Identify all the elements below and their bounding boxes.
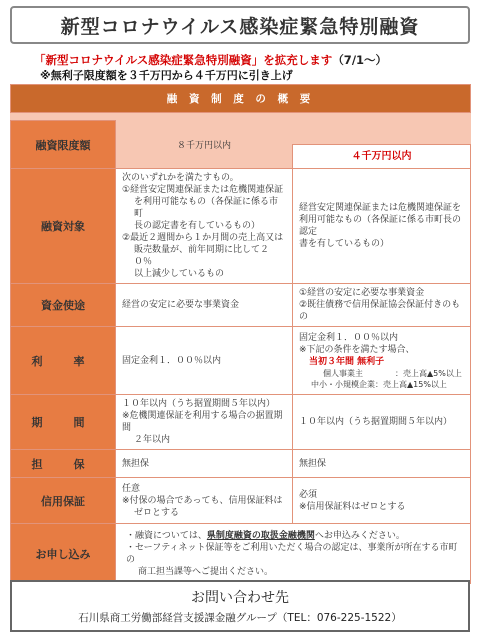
rate-old: 固定金利１．００％以内: [116, 327, 293, 395]
rate-new: 固定金利１．００％以内 ※下記の条件を満たす場合、 当初３年間 無利子 個人事業主 ：売上高▲5%以上 中小・小規模企業：売上高▲15%以上: [293, 327, 471, 395]
contact-title: お問い合わせ先: [191, 590, 289, 606]
loan-overview-table: [10, 84, 470, 577]
label-guarantee: 信用保証: [11, 478, 116, 524]
limit-new: ４千万円以内: [293, 145, 471, 169]
page-title: 新型コロナウイルス感染症緊急特別融資: [10, 6, 470, 44]
apply-text: ・融資については、県制度融資の取扱金融機関へお申込みください。 ・セーフティネット保証等をご利用いただく場合の認定は、事業所が所在する市町の 商工担当課等へご提出ください。: [116, 524, 471, 584]
headline: [34, 52, 454, 68]
use-new: ①経営の安定に必要な事業資金 ②既往債務で信用保証協会保証付きのもの: [293, 284, 471, 327]
contact-box: [10, 580, 470, 632]
term-old: １０年以内（うち据置期間５年以内） ※危機関連保証を利用する場合の据置期間 ２年以内: [116, 395, 293, 450]
rate-interest-free: 当初３年間 無利子: [309, 356, 385, 367]
label-limit: 融資限度額: [11, 121, 116, 169]
collateral-old: 無担保: [116, 450, 293, 478]
contact-line: 石川県商工労働部経営支援課金融グループ（TEL：076-225-1522）: [78, 612, 402, 624]
subline: ※無利子限度額を３千万円から４千万円に引き上げ: [40, 69, 293, 82]
target-old: 次のいずれかを満たすもの。 ①経営安定関連保証または危機関連保証 を利用可能なもの（各保証に係る市町 長の認定書を有しているもの） ②最近２週間から１か月間の売上高又は 販売数量が、前年同期に比して２０％ 以上減少しているもの: [116, 169, 293, 284]
target-new: 経営安定関連保証または危機関連保証を 利用可能なもの（各保証に係る市町長の認定 書を有しているもの）: [293, 169, 471, 284]
term-new: １０年以内（うち据置期間５年以内）: [293, 395, 471, 450]
label-target: 融資対象: [11, 169, 116, 284]
guarantee-old: 任意 ※付保の場合であっても、信用保証料は ゼロとする: [116, 478, 293, 524]
guarantee-new: 必須 ※信用保証料はゼロとする: [293, 478, 471, 524]
use-old: 経営の安定に必要な事業資金: [116, 284, 293, 327]
label-term: 期 間: [11, 395, 116, 450]
limit-old: ８千万円以内: [116, 121, 293, 169]
label-rate: 利 率: [11, 327, 116, 395]
label-collateral: 担 保: [11, 450, 116, 478]
collateral-new: 無担保: [293, 450, 471, 478]
apply-institutions: 県制度融資の取扱金融機関: [206, 530, 315, 541]
headline-date: （7/1～）: [332, 53, 388, 67]
table-header: 融 資 制 度 の 概 要: [11, 85, 471, 113]
label-use: 資金使途: [11, 284, 116, 327]
label-apply: お申し込み: [11, 524, 116, 584]
headline-red: 「新型コロナウイルス感染症緊急特別融資」を拡充します: [34, 53, 333, 67]
